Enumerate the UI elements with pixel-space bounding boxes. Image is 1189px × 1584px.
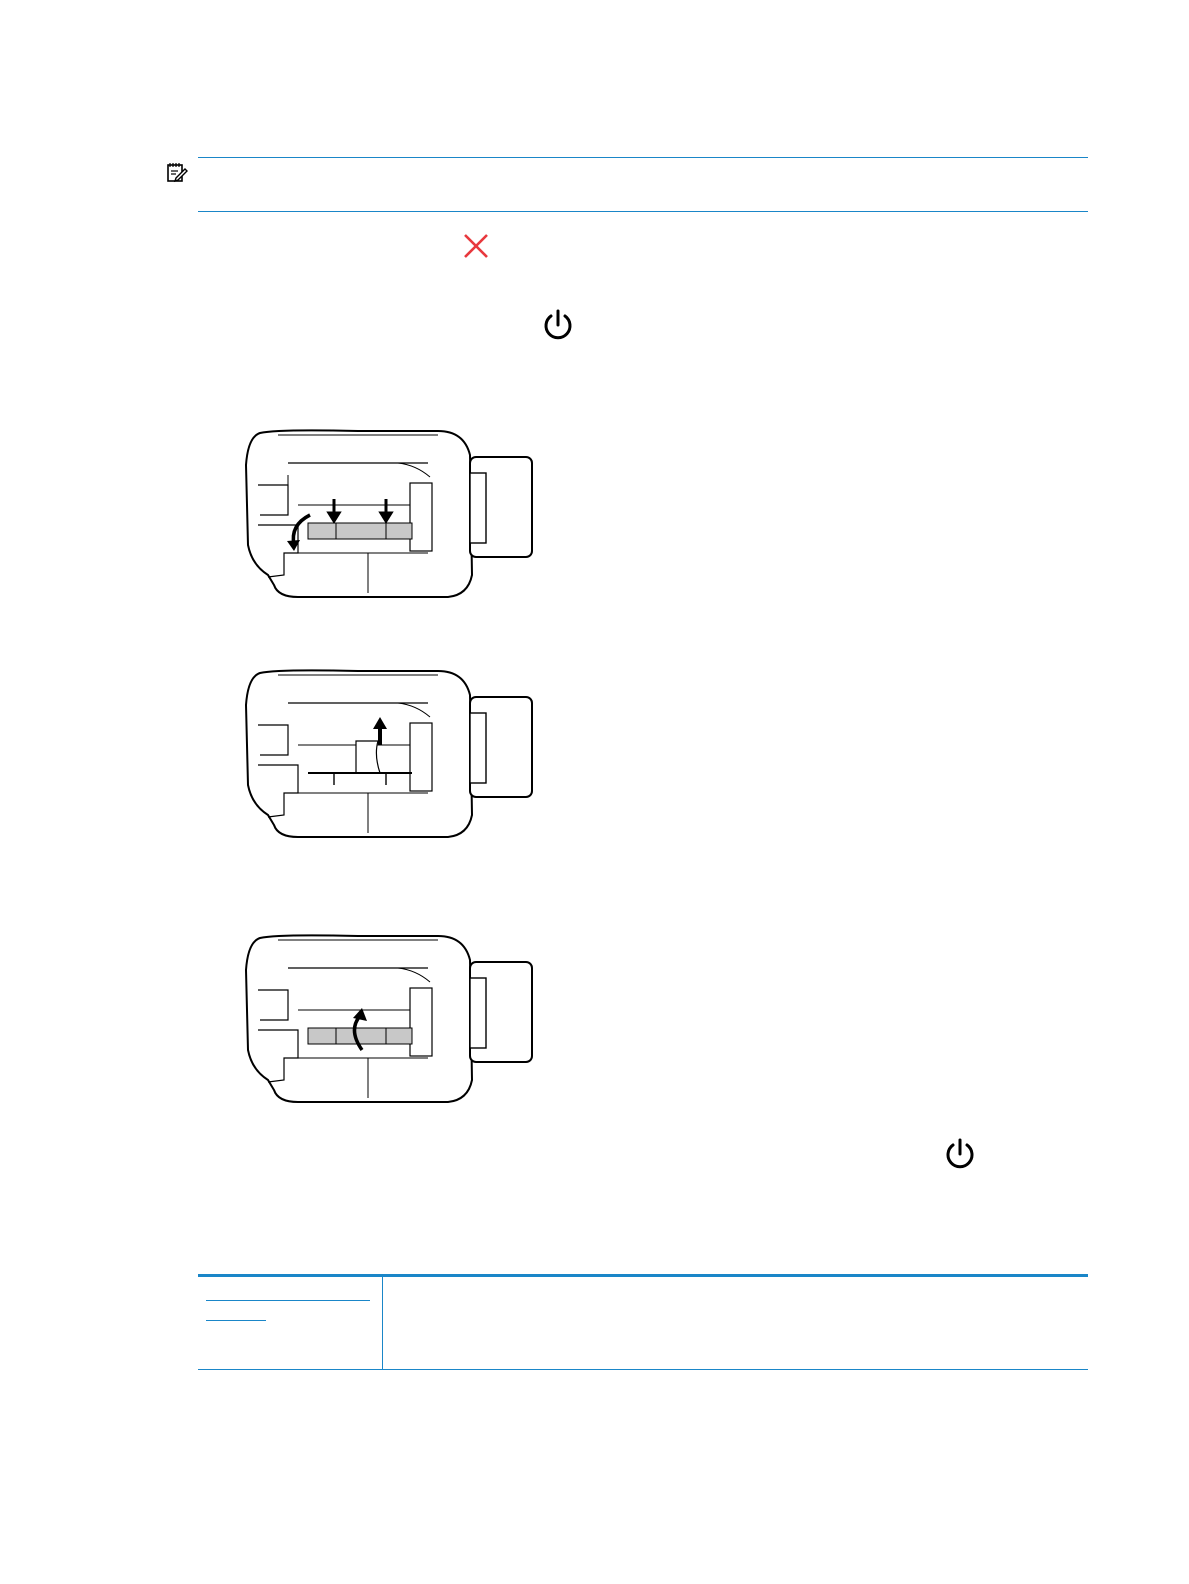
power-icon xyxy=(540,307,576,343)
printer-illustration-close-guide xyxy=(238,930,540,1110)
note-icon xyxy=(166,161,188,183)
table-top-rule xyxy=(198,1274,1088,1277)
printer-illustration-release-guide xyxy=(238,425,540,605)
cancel-x-icon xyxy=(462,232,490,260)
power-icon xyxy=(942,1136,978,1172)
table-column-divider xyxy=(382,1277,383,1369)
table-link-underline[interactable] xyxy=(206,1300,370,1301)
note-top-rule xyxy=(198,157,1088,158)
note-bottom-rule xyxy=(198,211,1088,212)
table-link-underline[interactable] xyxy=(206,1320,266,1321)
table-bottom-rule xyxy=(198,1369,1088,1370)
printer-illustration-remove-paper xyxy=(238,665,540,845)
